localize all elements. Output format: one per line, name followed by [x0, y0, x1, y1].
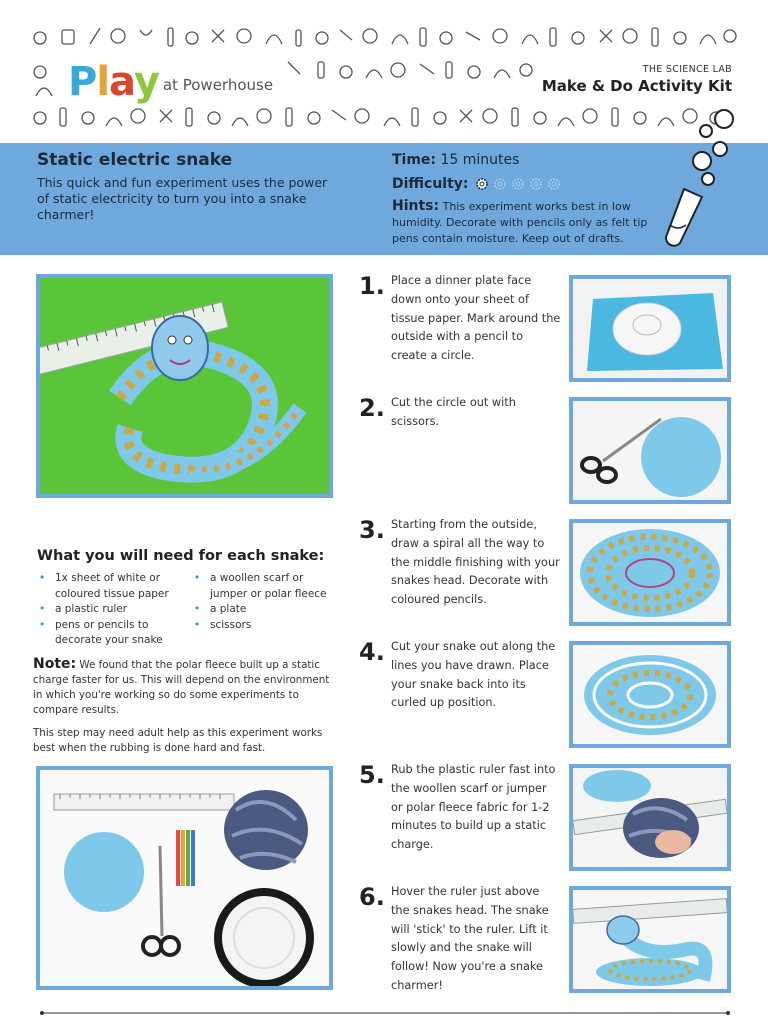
page-title: Static electric snake: [37, 150, 233, 170]
difficulty-gear-empty-icon: [547, 177, 561, 191]
logo-letter: y: [133, 59, 159, 105]
difficulty-rating: [475, 177, 561, 191]
note-text: We found that the polar fleece built up a static charge faster for us. This will depend on the environment in which you're working so do some experiments to compare results.: [33, 659, 330, 716]
intro-banner: [0, 143, 768, 255]
step-3-photo: [569, 519, 731, 626]
time-info: [392, 152, 519, 168]
kit-label: [536, 62, 738, 97]
step-6-number: 6.: [359, 883, 385, 911]
scissors-and-circle-image: [573, 401, 727, 500]
list-item: • pens or pencils to decorate your snake: [37, 618, 197, 649]
plate-on-tissue-image: [573, 279, 727, 378]
step-5-number: 5.: [359, 761, 385, 789]
finished-snake-photo: [36, 274, 333, 498]
snake-illustration: [40, 278, 329, 494]
step-1-photo: [569, 275, 731, 382]
difficulty-gear-empty-icon: [529, 177, 543, 191]
rubbing-ruler-image: [573, 768, 727, 867]
time-label: Time:: [392, 152, 437, 168]
page-header: [0, 0, 768, 143]
step-3-text: Starting from the outside, draw a spiral all the way to the middle finishing with your snakes head. Decorate with coloured pencils.: [391, 518, 560, 607]
step-1-number: 1.: [359, 272, 385, 300]
list-item: • a woollen scarf or jumper or polar fleece: [192, 571, 342, 602]
kit-title: Make & Do Activity Kit: [541, 77, 732, 95]
logo-letter: a: [109, 59, 134, 105]
materials-illustration: [40, 770, 329, 986]
materials-list-left: [37, 571, 197, 649]
play-at-powerhouse-logo: [62, 52, 279, 104]
list-item: • a plastic ruler: [37, 602, 197, 618]
hints-text: This experiment works best in low humidity. Decorate with pencils only as felt tip pens contain moisture. Keep out of drafts.: [392, 200, 648, 245]
intro-text: This quick and fun experiment uses the power of static electricity to turn you into a snake charmer!: [37, 175, 328, 222]
materials-list-right: [192, 571, 342, 633]
step-6-photo: [569, 886, 731, 993]
difficulty-info: [392, 176, 561, 192]
test-tube-icon: [660, 105, 740, 255]
step-4-text: Cut your snake out along the lines you have drawn. Place your snake back into its curled up position.: [391, 640, 556, 710]
step-4-number: 4.: [359, 638, 385, 666]
difficulty-label: Difficulty:: [392, 176, 469, 192]
hints-label: Hints:: [392, 198, 440, 214]
step-5-photo: [569, 764, 731, 871]
materials-heading: What you will need for each snake:: [37, 548, 325, 564]
step-2-text: Cut the circle out with scissors.: [391, 396, 516, 428]
kit-series: THE SCIENCE LAB: [642, 64, 732, 75]
list-item: • 1x sheet of white or coloured tissue paper: [37, 571, 197, 602]
cut-spiral-image: [573, 645, 727, 744]
list-item: • a plate: [192, 602, 342, 618]
footer-divider: [40, 1011, 730, 1024]
step-5-text: Rub the plastic ruler fast into the woollen scarf or jumper or polar fleece fabric for 1-2 minutes to build up a static charge.: [391, 763, 556, 852]
materials-photo: [36, 766, 333, 990]
note-label: Note:: [33, 656, 77, 672]
step-2-photo: [569, 397, 731, 504]
step-6-text: Hover the ruler just above the snakes head. The snake will 'stick' to the ruler. Lift it slowly and the snake will follow! Now you're a snake charmer!: [391, 885, 549, 992]
adult-help-note: This step may need adult help as this experiment works best when the rubbing is done hard and fast.: [33, 727, 323, 754]
step-2-number: 2.: [359, 394, 385, 422]
snake-lifting-image: [573, 890, 727, 989]
difficulty-gear-filled-icon: [475, 177, 489, 191]
step-4-photo: [569, 641, 731, 748]
time-value: 15 minutes: [440, 152, 520, 168]
step-3-number: 3.: [359, 516, 385, 544]
difficulty-gear-empty-icon: [511, 177, 525, 191]
note-paragraph: [33, 657, 333, 718]
hints-info: [392, 198, 662, 247]
logo-letter: l: [96, 59, 110, 105]
list-item: • scissors: [192, 618, 342, 634]
logo-letter: P: [68, 59, 97, 105]
decorated-spiral-image: [573, 523, 727, 622]
logo-play-word: [68, 60, 159, 104]
logo-subtitle: at Powerhouse: [162, 76, 274, 94]
step-1-text: Place a dinner plate face down onto your sheet of tissue paper. Mark around the outside with a pencil to create a circle.: [391, 274, 561, 363]
difficulty-gear-empty-icon: [493, 177, 507, 191]
